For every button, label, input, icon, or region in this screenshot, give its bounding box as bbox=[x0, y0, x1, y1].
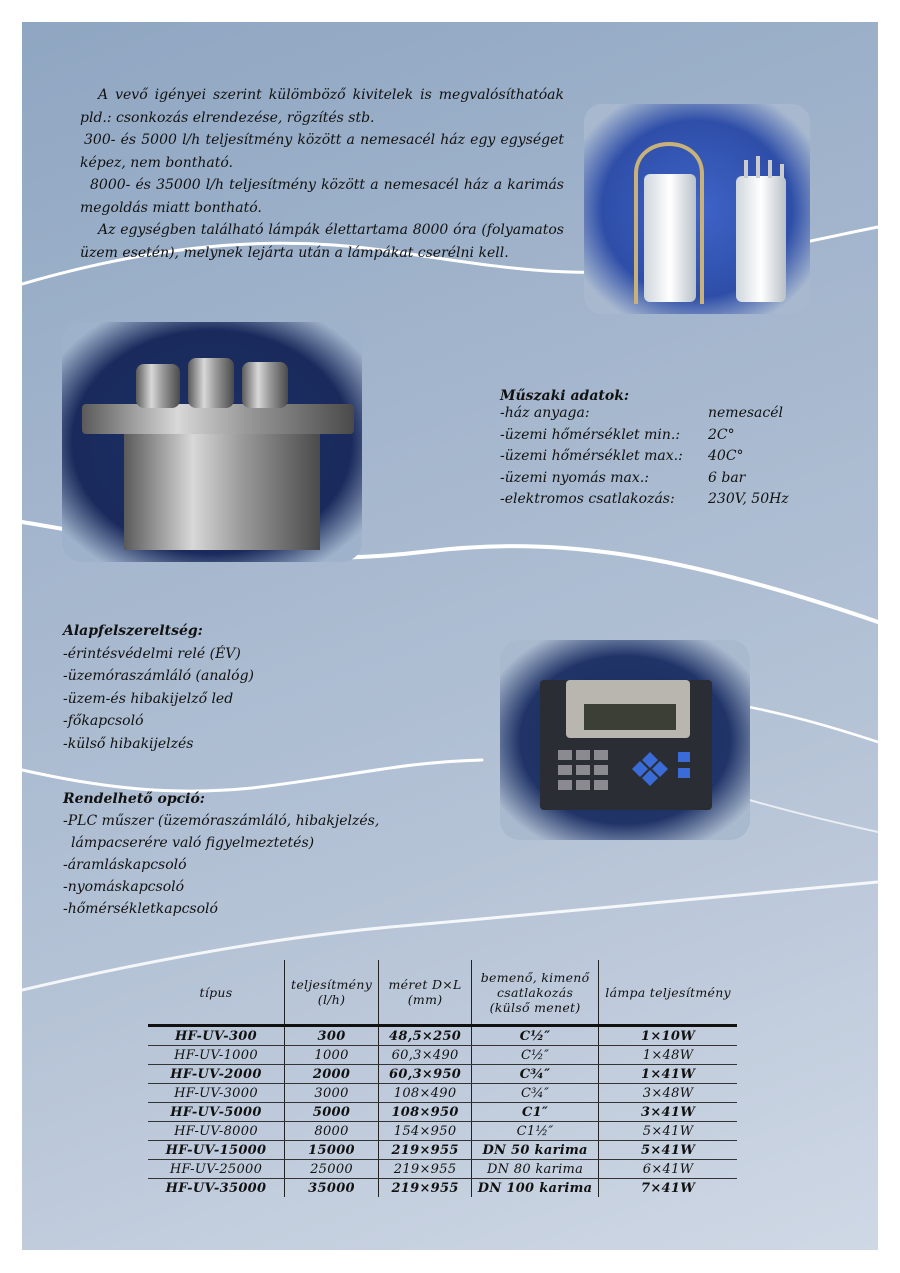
cell-connection: DN 50 karima bbox=[472, 1141, 599, 1160]
equipment-title: Alapfelszereltség: bbox=[63, 623, 203, 639]
spec-value: nemesacél bbox=[708, 405, 783, 421]
intro-text bbox=[80, 84, 564, 264]
cell-connection: C1″ bbox=[472, 1103, 599, 1122]
brochure-page bbox=[22, 22, 878, 1250]
option-item: -áramláskapcsoló bbox=[63, 857, 187, 873]
cell-size: 219×955 bbox=[379, 1160, 472, 1179]
intro-paragraph-4: Az egységben található lámpák élettartama 8000 óra (folyamatos üzem esetén), melynek lejárta után a lámpákat cserélni kell. bbox=[80, 222, 564, 261]
spec-value: 230V, 50Hz bbox=[708, 491, 789, 507]
table-row bbox=[148, 1179, 737, 1198]
cell-size: 60,3×490 bbox=[379, 1046, 472, 1065]
spec-label: -üzemi nyomás max.: bbox=[500, 469, 649, 486]
equipment-item: -üzem-és hibakijelző led bbox=[63, 690, 234, 707]
cell-type: HF-UV-1000 bbox=[148, 1046, 285, 1065]
intro-paragraph-1: A vevő igényei szerint külömböző kivitelek is megvalósíthatóak pld.: csonkozás elrendezése, rögzítés stb. bbox=[80, 87, 564, 126]
cell-connection: DN 100 karima bbox=[472, 1179, 599, 1198]
cell-lamp-power: 3×48W bbox=[599, 1084, 738, 1103]
table-row bbox=[148, 1026, 737, 1046]
equipment-item: -külső hibakijelzés bbox=[63, 735, 194, 752]
col-header-capacity: teljesítmény (l/h) bbox=[285, 960, 379, 1026]
col-header-connection: bemenő, kimenő csatlakozás (külső menet) bbox=[472, 960, 599, 1026]
spec-label: -üzemi hőmérséklet max.: bbox=[500, 448, 683, 464]
spec-row bbox=[500, 448, 789, 470]
cell-lamp-power: 3×41W bbox=[599, 1103, 738, 1122]
option-item: -PLC műszer (üzemóraszámláló, hibakjelzés, bbox=[63, 813, 380, 829]
cell-type: HF-UV-35000 bbox=[165, 1180, 267, 1196]
intro-paragraph-3: 8000- és 35000 l/h teljesítmény között a nemesacél ház a karimás megoldás miatt bontható. bbox=[80, 177, 564, 216]
cell-lamp-power: 5×41W bbox=[599, 1122, 738, 1141]
plc-controller-photo bbox=[500, 640, 750, 840]
cell-connection: C¾″ bbox=[472, 1065, 599, 1084]
cell-size: 219×955 bbox=[379, 1141, 472, 1160]
equipment-item: -üzemóraszámláló (analóg) bbox=[63, 668, 255, 684]
cell-connection: C½″ bbox=[472, 1026, 599, 1046]
uv-lamps-photo bbox=[584, 104, 810, 314]
cell-connection: C¾″ bbox=[472, 1084, 599, 1103]
cell-type: HF-UV-300 bbox=[148, 1026, 285, 1046]
cell-capacity: 2000 bbox=[285, 1065, 379, 1084]
equipment-item: -érintésvédelmi relé (ÉV) bbox=[63, 645, 241, 662]
cell-lamp-power: 6×41W bbox=[599, 1160, 738, 1179]
spec-value: 6 bar bbox=[708, 469, 746, 486]
spec-value: 40C° bbox=[708, 448, 744, 464]
technical-specs bbox=[500, 388, 789, 513]
col-header-size: méret D×L (mm) bbox=[379, 960, 472, 1026]
cell-type: HF-UV-15000 bbox=[148, 1141, 285, 1160]
spec-label: -üzemi hőmérséklet min.: bbox=[500, 426, 681, 443]
cell-size: 108×490 bbox=[379, 1084, 472, 1103]
cell-connection: C1½″ bbox=[472, 1122, 599, 1141]
col-header-lamp-power: lámpa teljesítmény bbox=[599, 960, 738, 1026]
table-row bbox=[148, 1084, 737, 1103]
intro-paragraph-2: 300- és 5000 l/h teljesítmény között a nemesacél ház egy egységet képez, nem bontható. bbox=[80, 132, 564, 171]
orderable-options bbox=[63, 788, 379, 920]
cell-lamp-power: 7×41W bbox=[599, 1179, 738, 1198]
cell-capacity: 300 bbox=[285, 1026, 379, 1046]
table-header-row bbox=[148, 960, 737, 1026]
cell-capacity: 3000 bbox=[285, 1084, 379, 1103]
spec-label: -ház anyaga: bbox=[500, 405, 590, 421]
cell-size: 48,5×250 bbox=[379, 1026, 472, 1046]
spec-row bbox=[500, 491, 789, 513]
col-header-type: típus bbox=[199, 984, 233, 1000]
cell-type: HF-UV-8000 bbox=[148, 1122, 285, 1141]
cell-capacity: 8000 bbox=[285, 1122, 379, 1141]
specs-title: Műszaki adatok: bbox=[500, 388, 630, 404]
table-row bbox=[148, 1065, 737, 1084]
cell-type: HF-UV-3000 bbox=[148, 1084, 285, 1103]
cell-size: 154×950 bbox=[379, 1122, 472, 1141]
table-row bbox=[148, 1160, 737, 1179]
cell-connection: C½″ bbox=[472, 1046, 599, 1065]
table-row bbox=[148, 1103, 737, 1122]
cell-size: 60,3×950 bbox=[379, 1065, 472, 1084]
table-row bbox=[148, 1141, 737, 1160]
cell-capacity: 1000 bbox=[285, 1046, 379, 1065]
cell-lamp-power: 1×10W bbox=[599, 1026, 738, 1046]
option-item: -hőmérsékletkapcsoló bbox=[63, 901, 218, 917]
table-row bbox=[148, 1122, 737, 1141]
cell-capacity: 5000 bbox=[285, 1103, 379, 1122]
spec-row bbox=[500, 405, 789, 427]
cell-lamp-power: 1×41W bbox=[599, 1065, 738, 1084]
options-title: Rendelhető opció: bbox=[63, 791, 205, 807]
spec-row bbox=[500, 470, 789, 492]
product-table bbox=[148, 960, 737, 1197]
cell-capacity: 35000 bbox=[285, 1179, 379, 1198]
option-item: -nyomáskapcsoló bbox=[63, 879, 185, 895]
spec-value: 2C° bbox=[708, 426, 735, 443]
equipment-item: -főkapcsoló bbox=[63, 713, 144, 729]
cell-type: HF-UV-5000 bbox=[148, 1103, 285, 1122]
table-row bbox=[148, 1046, 737, 1065]
spec-label: -elektromos csatlakozás: bbox=[500, 491, 675, 507]
cell-lamp-power: 1×48W bbox=[599, 1046, 738, 1065]
cell-size: 219×955 bbox=[379, 1179, 472, 1198]
option-item: lámpacserére való figyelmeztetés) bbox=[71, 835, 315, 851]
spec-row bbox=[500, 427, 789, 449]
cell-type: HF-UV-2000 bbox=[148, 1065, 285, 1084]
cell-capacity: 25000 bbox=[285, 1160, 379, 1179]
cell-type: HF-UV-25000 bbox=[148, 1160, 285, 1179]
cell-size: 108×950 bbox=[379, 1103, 472, 1122]
steel-flange-photo bbox=[62, 322, 362, 562]
cell-lamp-power: 5×41W bbox=[599, 1141, 738, 1160]
cell-connection: DN 80 karima bbox=[472, 1160, 599, 1179]
cell-capacity: 15000 bbox=[285, 1141, 379, 1160]
basic-equipment bbox=[63, 620, 254, 755]
